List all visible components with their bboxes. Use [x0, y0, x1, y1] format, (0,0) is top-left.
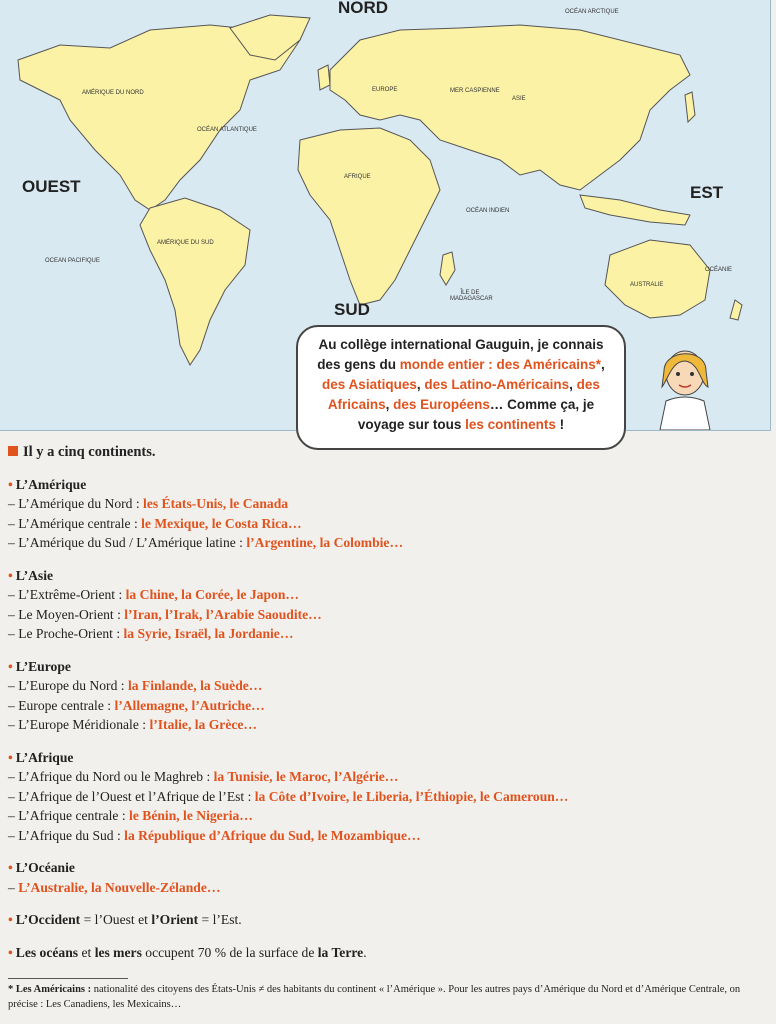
compass-west: OUEST: [22, 177, 81, 196]
bubble-highlight-2: des Asiatiques: [322, 377, 417, 392]
region-row: [8, 696, 768, 716]
bubble-highlight-3: des Latino-Américains: [424, 377, 570, 392]
square-bullet-icon: [8, 446, 18, 456]
region-label: – L’Afrique du Nord ou le Maghreb :: [8, 769, 214, 784]
footnote-bold: * Les Américains :: [8, 984, 92, 995]
compass-south: SUD: [334, 300, 370, 319]
region-label: – L’Afrique centrale :: [8, 808, 130, 823]
region-label: – L’Amérique du Nord :: [8, 496, 144, 511]
region-label: – Le Proche-Orient :: [8, 626, 124, 641]
label-arctic: OCÉAN ARCTIQUE: [565, 9, 619, 15]
bullet-icon: •: [8, 912, 13, 927]
region-row: [8, 533, 768, 553]
region-examples: L’Australie, la Nouvelle-Zélande…: [18, 879, 221, 895]
continent-section: [8, 475, 768, 553]
label-europe: EUROPE: [372, 87, 398, 93]
orient-bold: l’Orient: [151, 912, 199, 927]
region-row: [8, 715, 768, 735]
region-label: – L’Amérique du Sud / L’Amérique latine :: [8, 535, 247, 550]
region-examples: le Bénin, le Nigeria…: [129, 808, 253, 823]
region-examples: la Côte d’Ivoire, le Liberia, l’Éthiopie, le Cameroun…: [254, 788, 569, 804]
continent-section: [8, 657, 768, 735]
region-examples: l’Iran, l’Irak, l’Arabie Saoudite…: [124, 606, 322, 622]
region-label: – L’Amérique centrale :: [8, 515, 142, 531]
bubble-highlight-5: des Européens: [393, 397, 490, 412]
region-label: – L’Afrique du Sud :: [8, 827, 125, 843]
label-madagascar: ÎLE DE MADAGASCAR: [450, 290, 493, 302]
bullet-icon: •: [8, 476, 13, 492]
bullet-icon: •: [8, 860, 13, 875]
region-label: – Le Moyen-Orient :: [8, 606, 125, 622]
region-examples: la Chine, la Corée, le Japon…: [125, 587, 299, 602]
region-row: [8, 676, 768, 696]
footnote-divider: [8, 978, 128, 979]
region-label: – L’Afrique de l’Ouest et l’Afrique de l’Est :: [8, 788, 255, 804]
oceans-line: [8, 943, 768, 963]
region-label: – L’Extrême-Orient :: [8, 587, 126, 602]
oceans-text-1: et: [78, 944, 95, 960]
region-row: [8, 826, 768, 846]
occident-text-1: = l’Ouest et: [80, 912, 152, 927]
speech-bubble: [296, 325, 626, 450]
oceans-text-3: .: [363, 944, 367, 960]
heading-text: Il y a cinq continents.: [23, 444, 156, 460]
occident-text-2: = l’Est.: [198, 912, 242, 927]
footnote-text: nationalité des citoyens des États-Unis ≠ des habitants du continent « l’Amérique ». Pour les autres pays d’Amérique du Nord et d’Amérique Centrale, on précise : Les Canadiens, les Mexicains…: [8, 984, 741, 1010]
label-asia: ASIE: [512, 96, 526, 102]
bullet-icon: •: [8, 567, 13, 583]
continent-section: [8, 858, 768, 897]
uk-landmass: [318, 65, 330, 90]
bullet-icon: •: [8, 658, 13, 674]
bubble-highlight-4: des Africains: [327, 377, 600, 412]
oceans-bold: Les océans: [15, 944, 79, 960]
region-examples: les États-Unis, le Canada: [143, 496, 289, 511]
continent-title: [8, 566, 768, 586]
region-examples: le Mexique, le Costa Rica…: [141, 515, 302, 531]
region-label: – L’Europe Méridionale :: [8, 717, 150, 732]
continent-section: [8, 748, 768, 846]
region-label: – L’Europe du Nord :: [8, 678, 128, 693]
seas-bold: les mers: [94, 944, 142, 960]
bubble-text-5: ,: [385, 397, 394, 412]
footnote: [8, 982, 768, 1012]
region-examples: la Syrie, Israël, la Jordanie…: [123, 626, 294, 641]
region-row: [8, 605, 768, 625]
region-row: [8, 767, 768, 787]
region-examples: la République d’Afrique du Sud, le Mozambique…: [124, 827, 421, 843]
bubble-highlight-1: monde entier : des Américains*: [399, 357, 602, 372]
label-australia: AUSTRALIE: [630, 282, 664, 288]
bubble-text-2: ,: [601, 357, 605, 372]
continents-content: [8, 443, 768, 975]
region-examples: l’Italie, la Grèce…: [149, 717, 258, 732]
region-label: – Europe centrale :: [8, 697, 115, 713]
label-caspian: MER CASPIENNE: [450, 88, 500, 94]
continent-name: L’Asie: [15, 567, 54, 583]
label-south-america: AMÉRIQUE DU SUD: [157, 240, 214, 246]
continent-section: [8, 566, 768, 644]
girl-illustration: [650, 343, 720, 430]
region-row: [8, 514, 768, 534]
region-examples: l’Argentine, la Colombie…: [246, 535, 404, 550]
compass-east: EST: [690, 183, 724, 202]
continent-name: L’Afrique: [15, 749, 74, 765]
label-indian: OCÉAN INDIEN: [466, 208, 510, 214]
region-label: –: [8, 879, 19, 895]
continent-name: L’Amérique: [15, 476, 87, 492]
region-row: [8, 806, 768, 826]
continent-title: [8, 657, 768, 677]
compass-north: NORD: [338, 0, 389, 17]
continent-name: L’Europe: [15, 658, 71, 674]
occident-bold: L’Occident: [15, 912, 81, 927]
region-examples: la Tunisie, le Maroc, l’Algérie…: [213, 769, 399, 784]
bubble-text-3: ,: [416, 377, 425, 392]
bullet-icon: •: [8, 944, 13, 960]
oceans-text-2: occupent 70 % de la surface de: [141, 944, 318, 960]
region-row: [8, 494, 768, 514]
label-north-america: AMÉRIQUE DU NORD: [82, 90, 144, 96]
region-row: [8, 585, 768, 605]
region-row: [8, 624, 768, 644]
bubble-text-7: !: [555, 417, 565, 432]
label-africa: AFRIQUE: [344, 174, 371, 180]
continent-title: [8, 748, 768, 768]
bubble-text-4: ,: [569, 377, 577, 392]
bullet-icon: •: [8, 749, 13, 765]
continent-title: [8, 475, 768, 495]
region-examples: l’Allemagne, l’Autriche…: [114, 697, 265, 713]
label-oceania: OCÉANIE: [705, 267, 733, 273]
section-heading: [8, 443, 768, 463]
bubble-text-6: … Comme ça, je voyage sur tous: [357, 397, 595, 432]
occident-line: [8, 910, 768, 930]
continent-title: [8, 858, 768, 878]
bubble-text-1: Au collège international Gauguin, je connais des gens du: [317, 337, 604, 372]
region-row: [8, 878, 768, 898]
region-examples: la Finlande, la Suède…: [127, 678, 263, 693]
label-pacific: OCEAN PACIFIQUE: [45, 258, 100, 264]
bubble-highlight-6: les continents: [465, 417, 556, 432]
continent-sections: [8, 475, 768, 898]
region-row: [8, 787, 768, 807]
label-atlantic: OCÉAN ATLANTIQUE: [197, 127, 257, 133]
earth-bold: la Terre: [317, 944, 364, 960]
continent-name: L’Océanie: [15, 860, 75, 875]
